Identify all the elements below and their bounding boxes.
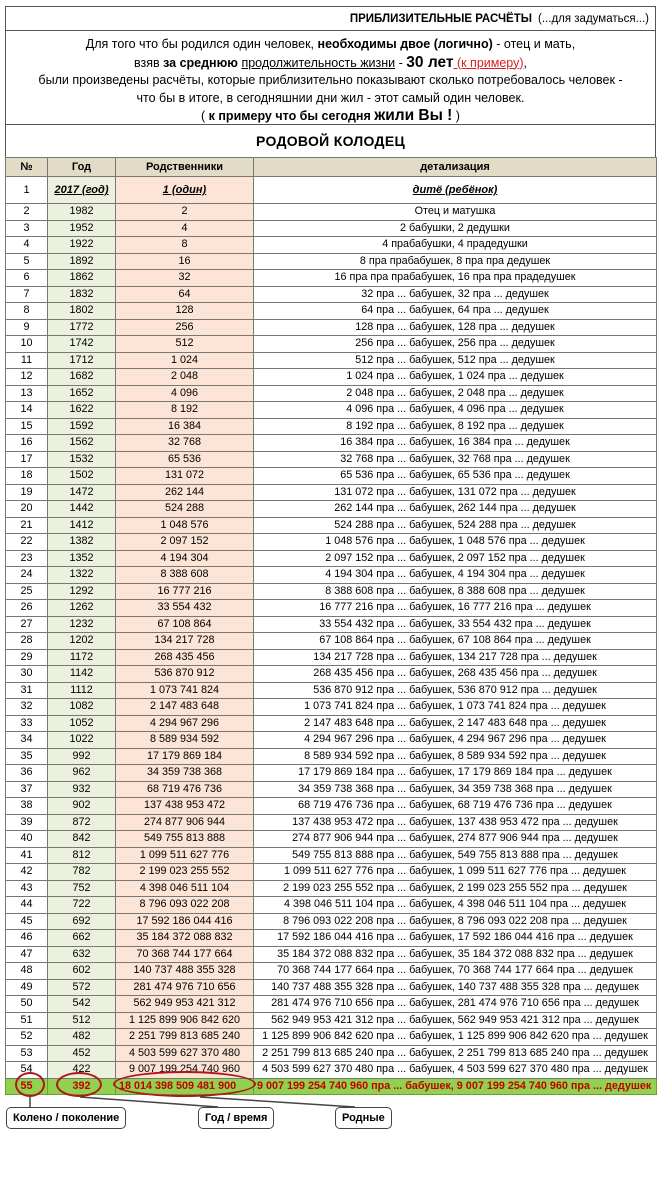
intro-line2-comma: , (523, 55, 528, 70)
cell-relatives: 274 877 906 944 (116, 814, 254, 831)
intro-line5-you: жили Вы ! (374, 107, 453, 124)
cell-number: 55 (6, 1078, 48, 1095)
cell-number: 47 (6, 946, 48, 963)
cell-year: 1682 (48, 369, 116, 386)
cell-relatives: 140 737 488 355 328 (116, 963, 254, 980)
cell-relatives: 8 388 608 (116, 567, 254, 584)
cell-details: 33 554 432 пра ... бабушек, 33 554 432 пра ... дедушек (254, 616, 657, 633)
cell-year: 1352 (48, 550, 116, 567)
intro-line5-close: ) (452, 109, 460, 123)
cell-details: 9 007 199 254 740 960 пра ... бабушек, 9 007 199 254 740 960 пра ... дедушек (254, 1078, 657, 1095)
cell-year: 1112 (48, 682, 116, 699)
col-details: детализация (254, 158, 657, 177)
cell-details: 256 пра ... бабушек, 256 пра ... дедушек (254, 336, 657, 353)
cell-number: 50 (6, 996, 48, 1013)
cell-year: 812 (48, 847, 116, 864)
cell-relatives: 134 217 728 (116, 633, 254, 650)
cell-year: 1982 (48, 204, 116, 221)
cell-relatives: 17 592 186 044 416 (116, 913, 254, 930)
cell-relatives: 281 474 976 710 656 (116, 979, 254, 996)
cell-relatives: 1 073 741 824 (116, 682, 254, 699)
cell-number: 44 (6, 897, 48, 914)
cell-details: 281 474 976 710 656 пра ... бабушек, 281 474 976 710 656 пра ... дедушек (254, 996, 657, 1013)
cell-number: 19 (6, 484, 48, 501)
cell-year: 1922 (48, 237, 116, 254)
cell-details: 4 096 пра ... бабушек, 4 096 пра ... дедушек (254, 402, 657, 419)
cell-number: 5 (6, 253, 48, 270)
cell-relatives: 2 251 799 813 685 240 (116, 1029, 254, 1046)
label-generation: Колено / поколение (6, 1107, 126, 1129)
cell-details: 140 737 488 355 328 пра ... бабушек, 140 737 488 355 328 пра ... дедушек (254, 979, 657, 996)
intro-line5-bold: к примеру что бы сегодня (208, 109, 375, 123)
cell-details: Отец и матушка (254, 204, 657, 221)
cell-details: 32 768 пра ... бабушек, 32 768 пра ... дедушек (254, 451, 657, 468)
cell-details: 536 870 912 пра ... бабушек, 536 870 912 пра ... дедушек (254, 682, 657, 699)
cell-year: 992 (48, 748, 116, 765)
cell-details: 17 179 869 184 пра ... бабушек, 17 179 869 184 пра ... дедушек (254, 765, 657, 782)
intro-line2-bold: за среднюю (163, 55, 238, 70)
cell-number: 26 (6, 600, 48, 617)
cell-details: 4 294 967 296 пра ... бабушек, 4 294 967 296 пра ... дедушек (254, 732, 657, 749)
cell-details: 4 прабабушки, 4 прадедушки (254, 237, 657, 254)
cell-number: 30 (6, 666, 48, 683)
cell-year: 1802 (48, 303, 116, 320)
cell-number: 38 (6, 798, 48, 815)
cell-number: 34 (6, 732, 48, 749)
cell-number: 18 (6, 468, 48, 485)
cell-year: 902 (48, 798, 116, 815)
cell-relatives: 32 (116, 270, 254, 287)
cell-relatives: 262 144 (116, 484, 254, 501)
cell-details: 17 592 186 044 416 пра ... бабушек, 17 592 186 044 416 пра ... дедушек (254, 930, 657, 947)
cell-year: 1232 (48, 616, 116, 633)
intro-line2-years: 30 лет (406, 53, 454, 71)
cell-year: 1862 (48, 270, 116, 287)
cell-relatives: 1 125 899 906 842 620 (116, 1012, 254, 1029)
cell-details: 128 пра ... бабушек, 128 пра ... дедушек (254, 319, 657, 336)
cell-details: 16 пра пра прабабушек, 16 пра пра прадедушек (254, 270, 657, 287)
cell-year: 2017 (год) (48, 177, 116, 204)
cell-relatives: 64 (116, 286, 254, 303)
cell-relatives: 35 184 372 088 832 (116, 930, 254, 947)
cell-relatives: 4 294 967 296 (116, 715, 254, 732)
cell-number: 20 (6, 501, 48, 518)
cell-year: 1142 (48, 666, 116, 683)
label-relatives: Родные (335, 1107, 392, 1129)
cell-relatives: 256 (116, 319, 254, 336)
cell-details: 562 949 953 421 312 пра ... бабушек, 562 949 953 421 312 пра ... дедушек (254, 1012, 657, 1029)
cell-year: 1592 (48, 418, 116, 435)
cell-year: 1502 (48, 468, 116, 485)
cell-relatives: 2 097 152 (116, 534, 254, 551)
cell-details: 8 796 093 022 208 пра ... бабушек, 8 796 093 022 208 пра ... дедушек (254, 913, 657, 930)
cell-relatives: 4 096 (116, 385, 254, 402)
cell-details: 268 435 456 пра ... бабушек, 268 435 456 пра ... дедушек (254, 666, 657, 683)
cell-relatives: 4 194 304 (116, 550, 254, 567)
header-title: ПРИБЛИЗИТЕЛЬНЫЕ РАСЧЁТЫ (349, 12, 533, 25)
cell-relatives: 32 768 (116, 435, 254, 452)
cell-number: 40 (6, 831, 48, 848)
cell-details: 8 388 608 пра ... бабушек, 8 388 608 пра ... дедушек (254, 583, 657, 600)
intro-line2-dash: - (395, 55, 407, 70)
cell-details: 32 пра ... бабушек, 32 пра ... дедушек (254, 286, 657, 303)
intro-line2: взяв (133, 55, 164, 70)
cell-number: 6 (6, 270, 48, 287)
cell-number: 43 (6, 880, 48, 897)
cell-number: 10 (6, 336, 48, 353)
cell-year: 1952 (48, 220, 116, 237)
cell-details: 2 048 пра ... бабушек, 2 048 пра ... дедушек (254, 385, 657, 402)
cell-number: 41 (6, 847, 48, 864)
cell-number: 45 (6, 913, 48, 930)
cell-relatives: 16 384 (116, 418, 254, 435)
cell-relatives: 1 024 (116, 352, 254, 369)
cell-number: 13 (6, 385, 48, 402)
cell-relatives: 131 072 (116, 468, 254, 485)
cell-year: 752 (48, 880, 116, 897)
cell-year: 1622 (48, 402, 116, 419)
cell-relatives: 1 (один) (116, 177, 254, 204)
intro-line5-open: ( (201, 109, 209, 123)
cell-relatives: 512 (116, 336, 254, 353)
cell-year: 1052 (48, 715, 116, 732)
cell-relatives: 549 755 813 888 (116, 831, 254, 848)
cell-number: 28 (6, 633, 48, 650)
cell-year: 452 (48, 1045, 116, 1062)
cell-year: 1022 (48, 732, 116, 749)
cell-details: 2 199 023 255 552 пра ... бабушек, 2 199 023 255 552 пра ... дедушек (254, 880, 657, 897)
cell-year: 1442 (48, 501, 116, 518)
cell-relatives: 2 (116, 204, 254, 221)
cell-relatives: 4 503 599 627 370 480 (116, 1045, 254, 1062)
intro-line1-end: - отец и мать, (492, 37, 576, 51)
cell-year: 1712 (48, 352, 116, 369)
cell-number: 1 (6, 177, 48, 204)
cell-year: 722 (48, 897, 116, 914)
cell-number: 42 (6, 864, 48, 881)
cell-relatives: 137 438 953 472 (116, 798, 254, 815)
cell-relatives: 8 (116, 237, 254, 254)
cell-number: 51 (6, 1012, 48, 1029)
cell-year: 872 (48, 814, 116, 831)
cell-number: 33 (6, 715, 48, 732)
cell-year: 842 (48, 831, 116, 848)
cell-details: 35 184 372 088 832 пра ... бабушек, 35 184 372 088 832 пра ... дедушек (254, 946, 657, 963)
cell-number: 54 (6, 1062, 48, 1079)
cell-number: 32 (6, 699, 48, 716)
cell-number: 35 (6, 748, 48, 765)
cell-number: 7 (6, 286, 48, 303)
cell-details: 4 398 046 511 104 пра ... бабушек, 4 398 046 511 104 пра ... дедушек (254, 897, 657, 914)
label-year: Год / время (198, 1107, 274, 1129)
cell-details: 2 147 483 648 пра ... бабушек, 2 147 483 648 пра ... дедушек (254, 715, 657, 732)
cell-details: 1 099 511 627 776 пра ... бабушек, 1 099 511 627 776 пра ... дедушек (254, 864, 657, 881)
intro-line2-example: (к примеру) (453, 55, 524, 70)
cell-number: 46 (6, 930, 48, 947)
cell-year: 422 (48, 1062, 116, 1079)
cell-relatives: 67 108 864 (116, 616, 254, 633)
intro-line2-underline: продолжительность жизни (241, 55, 396, 70)
cell-relatives: 9 007 199 254 740 960 (116, 1062, 254, 1079)
cell-number: 49 (6, 979, 48, 996)
cell-relatives: 268 435 456 (116, 649, 254, 666)
cell-relatives: 4 398 046 511 104 (116, 880, 254, 897)
cell-year: 1202 (48, 633, 116, 650)
cell-relatives: 2 199 023 255 552 (116, 864, 254, 881)
cell-details: 64 пра ... бабушек, 64 пра ... дедушек (254, 303, 657, 320)
cell-number: 27 (6, 616, 48, 633)
cell-number: 53 (6, 1045, 48, 1062)
cell-relatives: 65 536 (116, 451, 254, 468)
cell-number: 3 (6, 220, 48, 237)
cell-year: 1832 (48, 286, 116, 303)
cell-relatives: 562 949 953 421 312 (116, 996, 254, 1013)
cell-details: 1 048 576 пра ... бабушек, 1 048 576 пра ... дедушек (254, 534, 657, 551)
cell-details: 549 755 813 888 пра ... бабушек, 549 755 813 888 пра ... дедушек (254, 847, 657, 864)
cell-relatives: 536 870 912 (116, 666, 254, 683)
cell-details: 67 108 864 пра ... бабушек, 67 108 864 пра ... дедушек (254, 633, 657, 650)
cell-year: 1412 (48, 517, 116, 534)
cell-details: дитё (ребёнок) (254, 177, 657, 204)
cell-number: 2 (6, 204, 48, 221)
cell-number: 25 (6, 583, 48, 600)
intro-line3: были произведены расчёты, которые приблизительно показывают сколько потребовалось человек - (38, 73, 623, 87)
cell-details: 8 192 пра ... бабушек, 8 192 пра ... дедушек (254, 418, 657, 435)
cell-details: 1 125 899 906 842 620 пра ... бабушек, 1 125 899 906 842 620 пра ... дедушек (254, 1029, 657, 1046)
cell-year: 1382 (48, 534, 116, 551)
cell-details: 512 пра ... бабушек, 512 пра ... дедушек (254, 352, 657, 369)
cell-details: 16 384 пра ... бабушек, 16 384 пра ... дедушек (254, 435, 657, 452)
cell-details: 8 пра прабабушек, 8 пра пра дедушек (254, 253, 657, 270)
cell-relatives: 8 589 934 592 (116, 732, 254, 749)
cell-year: 602 (48, 963, 116, 980)
col-number: № (6, 158, 48, 177)
cell-number: 36 (6, 765, 48, 782)
cell-details: 131 072 пра ... бабушек, 131 072 пра ... дедушек (254, 484, 657, 501)
cell-year: 1742 (48, 336, 116, 353)
cell-year: 1892 (48, 253, 116, 270)
cell-year: 1082 (48, 699, 116, 716)
cell-year: 1652 (48, 385, 116, 402)
cell-relatives: 8 796 093 022 208 (116, 897, 254, 914)
cell-relatives: 33 554 432 (116, 600, 254, 617)
cell-number: 14 (6, 402, 48, 419)
col-year: Год (48, 158, 116, 177)
cell-year: 1562 (48, 435, 116, 452)
cell-number: 12 (6, 369, 48, 386)
cell-number: 11 (6, 352, 48, 369)
cell-details: 134 217 728 пра ... бабушек, 134 217 728 пра ... дедушек (254, 649, 657, 666)
cell-details: 4 194 304 пра ... бабушек, 4 194 304 пра ... дедушек (254, 567, 657, 584)
cell-year: 482 (48, 1029, 116, 1046)
cell-number: 22 (6, 534, 48, 551)
cell-relatives: 128 (116, 303, 254, 320)
cell-number: 37 (6, 781, 48, 798)
cell-number: 24 (6, 567, 48, 584)
cell-year: 512 (48, 1012, 116, 1029)
cell-year: 1472 (48, 484, 116, 501)
cell-year: 662 (48, 930, 116, 947)
cell-details: 68 719 476 736 пра ... бабушек, 68 719 476 736 пра ... дедушек (254, 798, 657, 815)
cell-number: 16 (6, 435, 48, 452)
cell-details: 34 359 738 368 пра ... бабушек, 34 359 738 368 пра ... дедушек (254, 781, 657, 798)
header-note: (...для задуматься...) (538, 12, 649, 25)
cell-year: 1292 (48, 583, 116, 600)
cell-details: 1 024 пра ... бабушек, 1 024 пра ... дедушек (254, 369, 657, 386)
cell-relatives: 524 288 (116, 501, 254, 518)
cell-year: 1532 (48, 451, 116, 468)
cell-number: 4 (6, 237, 48, 254)
cell-details: 4 503 599 627 370 480 пра ... бабушек, 4 503 599 627 370 480 пра ... дедушек (254, 1062, 657, 1079)
cell-year: 692 (48, 913, 116, 930)
cell-relatives: 18 014 398 509 481 900 (116, 1078, 254, 1095)
cell-year: 1262 (48, 600, 116, 617)
cell-relatives: 16 (116, 253, 254, 270)
cell-relatives: 70 368 744 177 664 (116, 946, 254, 963)
cell-number: 31 (6, 682, 48, 699)
cell-relatives: 68 719 476 736 (116, 781, 254, 798)
cell-details: 65 536 пра ... бабушек, 65 536 пра ... дедушек (254, 468, 657, 485)
cell-relatives: 2 147 483 648 (116, 699, 254, 716)
cell-year: 932 (48, 781, 116, 798)
cell-number: 15 (6, 418, 48, 435)
cell-year: 1772 (48, 319, 116, 336)
cell-year: 962 (48, 765, 116, 782)
cell-number: 17 (6, 451, 48, 468)
cell-relatives: 4 (116, 220, 254, 237)
cell-year: 782 (48, 864, 116, 881)
cell-relatives: 8 192 (116, 402, 254, 419)
intro-line4: что бы в итоге, в сегодняшнии дни жил - этот самый один человек. (136, 90, 525, 105)
col-relatives: Родственники (116, 158, 254, 177)
cell-year: 1172 (48, 649, 116, 666)
cell-number: 52 (6, 1029, 48, 1046)
cell-relatives: 17 179 869 184 (116, 748, 254, 765)
cell-year: 392 (48, 1078, 116, 1095)
cell-year: 542 (48, 996, 116, 1013)
cell-details: 137 438 953 472 пра ... бабушек, 137 438 953 472 пра ... дедушек (254, 814, 657, 831)
cell-relatives: 1 048 576 (116, 517, 254, 534)
cell-relatives: 2 048 (116, 369, 254, 386)
cell-year: 572 (48, 979, 116, 996)
cell-details: 1 073 741 824 пра ... бабушек, 1 073 741 824 пра ... дедушек (254, 699, 657, 716)
intro-line1-bold: необходимы двое (логично) (317, 37, 493, 51)
table-title: РОДОВОЙ КОЛОДЕЦ (5, 124, 656, 157)
cell-number: 8 (6, 303, 48, 320)
cell-details: 8 589 934 592 пра ... бабушек, 8 589 934 592 пра ... дедушек (254, 748, 657, 765)
cell-year: 632 (48, 946, 116, 963)
cell-details: 274 877 906 944 пра ... бабушек, 274 877 906 944 пра ... дедушек (254, 831, 657, 848)
cell-details: 70 368 744 177 664 пра ... бабушек, 70 368 744 177 664 пра ... дедушек (254, 963, 657, 980)
cell-number: 9 (6, 319, 48, 336)
cell-details: 2 251 799 813 685 240 пра ... бабушек, 2 251 799 813 685 240 пра ... дедушек (254, 1045, 657, 1062)
cell-relatives: 34 359 738 368 (116, 765, 254, 782)
cell-details: 16 777 216 пра ... бабушек, 16 777 216 пра ... дедушек (254, 600, 657, 617)
cell-number: 39 (6, 814, 48, 831)
cell-details: 2 097 152 пра ... бабушек, 2 097 152 пра ... дедушек (254, 550, 657, 567)
cell-number: 23 (6, 550, 48, 567)
intro-line1: Для того что бы родился один человек, (85, 37, 318, 51)
cell-relatives: 16 777 216 (116, 583, 254, 600)
cell-details: 262 144 пра ... бабушек, 262 144 пра ... дедушек (254, 501, 657, 518)
cell-number: 21 (6, 517, 48, 534)
cell-number: 29 (6, 649, 48, 666)
cell-details: 524 288 пра ... бабушек, 524 288 пра ... дедушек (254, 517, 657, 534)
cell-year: 1322 (48, 567, 116, 584)
cell-details: 2 бабушки, 2 дедушки (254, 220, 657, 237)
cell-relatives: 1 099 511 627 776 (116, 847, 254, 864)
cell-number: 48 (6, 963, 48, 980)
